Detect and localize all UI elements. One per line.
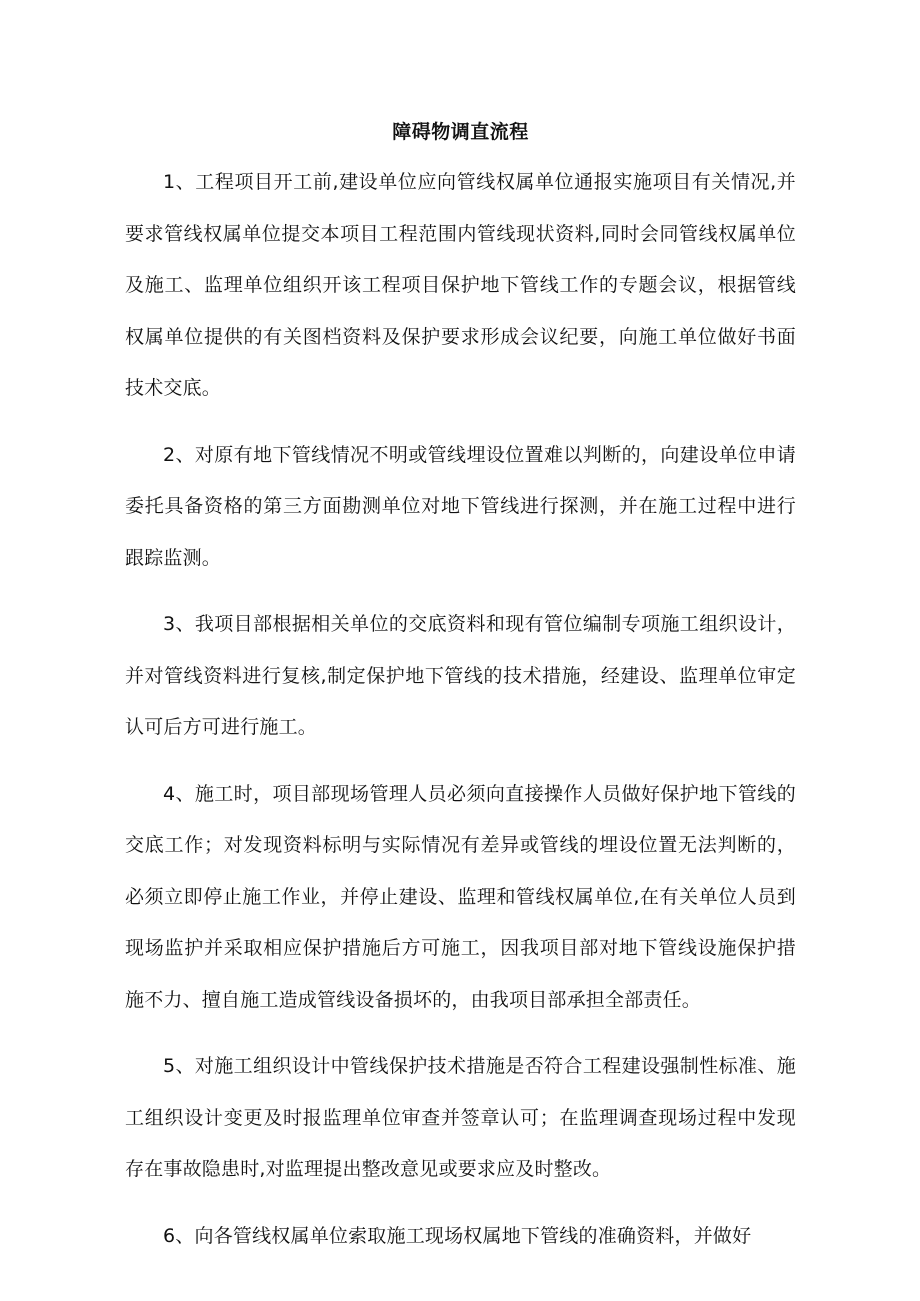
document-title: 障碍物调直流程 — [392, 121, 529, 143]
paragraph-6: 6、向各管线权属单位索取施工现场权属地下管线的准确资料，并做好 — [163, 1224, 752, 1247]
paragraph-2: 2、对原有地下管线情况不明或管线埋设位置难以判断的，向建设单位申请委托具备资格的第三方面勘测单位对地下管线进行探测，并在施工过程中进行跟踪监测。 — [125, 443, 796, 569]
document-body — [125, 157, 796, 1262]
paragraph-5: 5、对施工组织设计中管线保护技术措施是否符合工程建设强制性标准、施工组织设计变更及时报监理单位审查并签章认可；在监理调查现场过程中发现存在事故隐患时,对监理提出整改意见或要求应及时整改。 — [125, 1055, 796, 1180]
paragraph-1: 1、工程项目开工前,建设单位应向管线权属单位通报实施项目有关情况,并要求管线权属单位提交本项目工程范围内管线现状资料,同时会同管线权属单位及施工、监理单位组织开该工程项目保护地下管线工作的专题会议，根据管线权属单位提供的有关图档资料及保护要求形成会议纪要，向施工单位做好书面技术交底。 — [125, 171, 796, 399]
paragraph-3: 3、我项目部根据相关单位的交底资料和现有管位编制专项施工组织设计，并对管线资料进行复核,制定保护地下管线的技术措施，经建设、监理单位审定认可后方可进行施工。 — [125, 613, 796, 738]
paragraph-4: 4、施工时，项目部现场管理人员必须向直接操作人员做好保护地下管线的交底工作；对发现资料标明与实际情况有差异或管线的埋设位置无法判断的，必须立即停止施工作业，并停止建设、监理和管线权属单位,在有关单位人员到现场监护并采取相应保护措施后方可施工，因我项目部对地下管线设施保护措施不力、擅自施工造成管线设备损坏的，由我项目部承担全部责任。 — [125, 782, 796, 1011]
